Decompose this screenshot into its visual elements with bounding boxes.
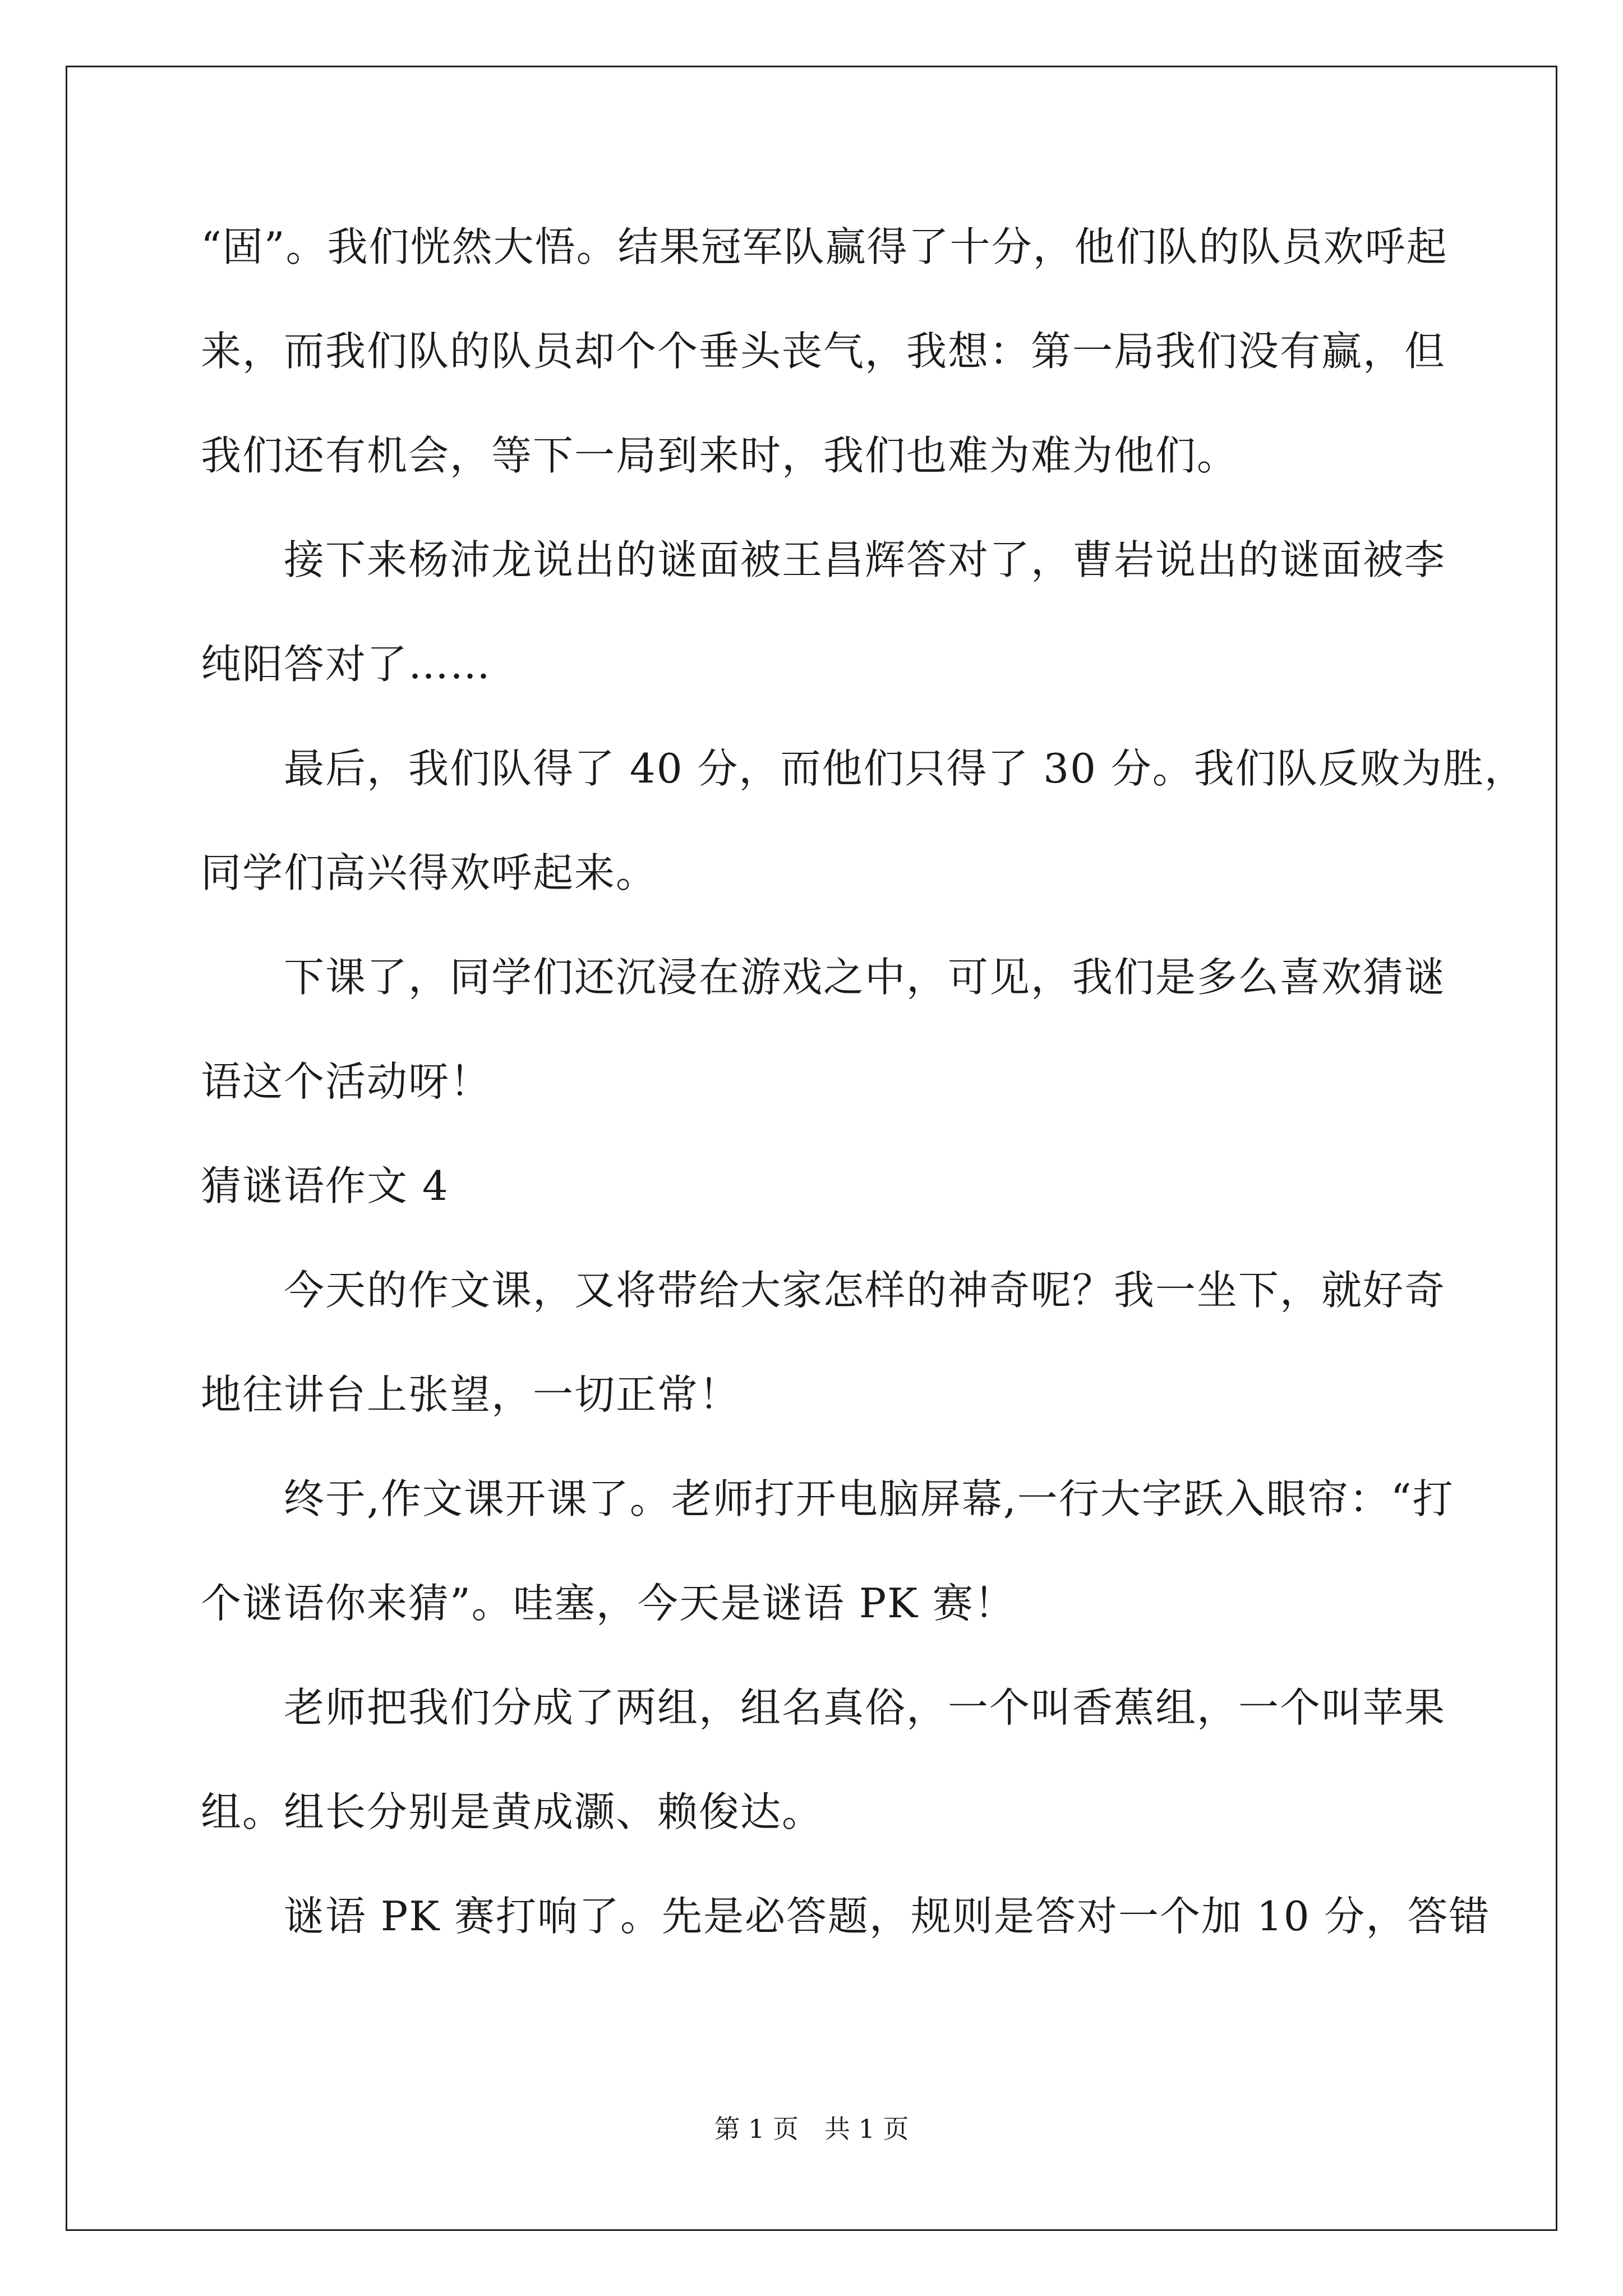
text-line: 接下来杨沛龙说出的谜面被王昌辉答对了，曹岩说出的谜面被李 [284, 536, 1446, 583]
text-line: 地往讲台上张望，一切正常！ [201, 1371, 741, 1418]
text-line: 终于,作文课开课了。老师打开电脑屏幕,一行大字跃入眼帘：“打 [284, 1475, 1454, 1522]
text-line: 纯阳答对了…… [201, 641, 492, 688]
text-line: 个谜语你来猜”。哇塞，今天是谜语 PK 赛！ [201, 1580, 1016, 1627]
text-line: 最后，我们队得了 40 分，而他们只得了 30 分。我们队反败为胜， [284, 745, 1526, 792]
text-line: 谜语 PK 赛打响了。先是必答题，规则是答对一个加 10 分，答错 [284, 1893, 1491, 1940]
text-line: 组。组长分别是黄成灏、赖俊达。 [201, 1788, 824, 1835]
text-line: 老师把我们分成了两组，组名真俗，一个叫香蕉组，一个叫苹果 [284, 1684, 1446, 1731]
text-line: 来，而我们队的队员却个个垂头丧气，我想：第一局我们没有赢，但 [201, 328, 1446, 375]
text-line: 语这个活动呀！ [201, 1058, 492, 1105]
text-line: 同学们高兴得欢呼起来。 [201, 849, 658, 896]
page-footer: 第 1 页 共 1 页 [714, 2114, 909, 2144]
section-heading: 猜谜语作文 4 [201, 1162, 449, 1209]
text-line: 我们还有机会，等下一局到来时，我们也难为难为他们。 [201, 432, 1239, 479]
text-line: 今天的作文课，又将带给大家怎样的神奇呢？我一坐下，就好奇 [284, 1267, 1446, 1314]
text-line: “固”。我们恍然大悟。结果冠军队赢得了十分，他们队的队员欢呼起 [201, 223, 1448, 270]
text-line: 下课了，同学们还沉浸在游戏之中，可见，我们是多么喜欢猜谜 [284, 954, 1446, 1001]
